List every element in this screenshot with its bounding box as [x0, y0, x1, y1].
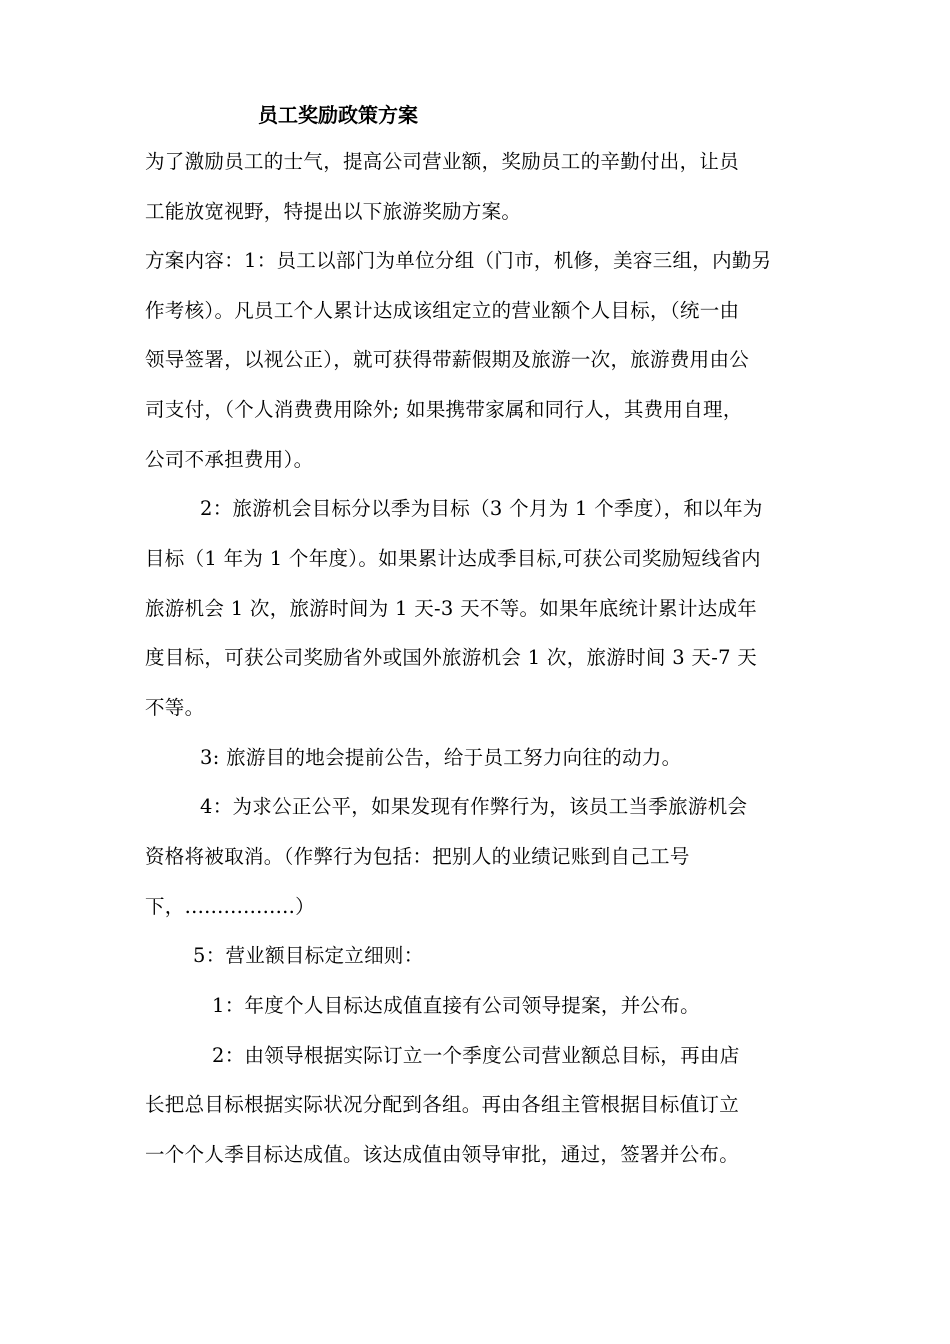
paragraph-line: 领导签署，以视公正），就可获得带薪假期及旅游一次，旅游费用由公	[145, 348, 750, 371]
paragraph-line: 公司不承担费用）。	[145, 448, 314, 471]
document-title: 员工奖励政策方案	[258, 103, 418, 127]
paragraph-line: 为了激励员工的士气，提高公司营业额，奖励员工的辛勤付出，让员	[145, 150, 740, 173]
paragraph-line: 4：为求公正公平，如果发现有作弊行为，该员工当季旅游机会	[200, 795, 748, 818]
paragraph-line: 3: 旅游目的地会提前公告，给于员工努力向往的动力。	[200, 746, 682, 769]
paragraph-line: 长把总目标根据实际状况分配到各组。再由各组主管根据目标值订立	[145, 1093, 740, 1116]
paragraph-line: 旅游机会 1 次，旅游时间为 1 天-3 天不等。如果年底统计累计达成年	[145, 597, 758, 620]
paragraph-line: 不等。	[145, 696, 205, 719]
paragraph-line: 1：年度个人目标达成值直接有公司领导提案，并公布。	[212, 994, 700, 1017]
paragraph-line: 2：由领导根据实际订立一个季度公司营业额总目标，再由店	[212, 1044, 740, 1067]
paragraph-line: 工能放宽视野，特提出以下旅游奖励方案。	[145, 200, 522, 223]
paragraph-line: 下，.................）	[145, 895, 315, 918]
paragraph-line: 作考核）。凡员工个人累计达成该组定立的营业额个人目标，（统一由	[145, 299, 740, 322]
paragraph-line: 资格将被取消。（作弊行为包括：把别人的业绩记账到自己工号	[145, 845, 690, 868]
paragraph-line: 一个个人季目标达成值。该达成值由领导审批，通过，签署并公布。	[145, 1143, 740, 1166]
paragraph-line: 方案内容：1：员工以部门为单位分组（门市，机修，美容三组，内勤另	[145, 249, 772, 272]
paragraph-line: 2：旅游机会目标分以季为目标（3 个月为 1 个季度），和以年为	[200, 497, 763, 520]
paragraph-line: 5：营业额目标定立细则：	[193, 944, 424, 967]
paragraph-line: 司支付，（个人消费费用除外; 如果携带家属和同行人，其费用自理，	[145, 398, 743, 421]
paragraph-line: 目标（1 年为 1 个年度）。如果累计达成季目标,可获公司奖励短线省内	[145, 547, 761, 570]
paragraph-line: 度目标，可获公司奖励省外或国外旅游机会 1 次，旅游时间 3 天-7 天	[145, 646, 758, 669]
